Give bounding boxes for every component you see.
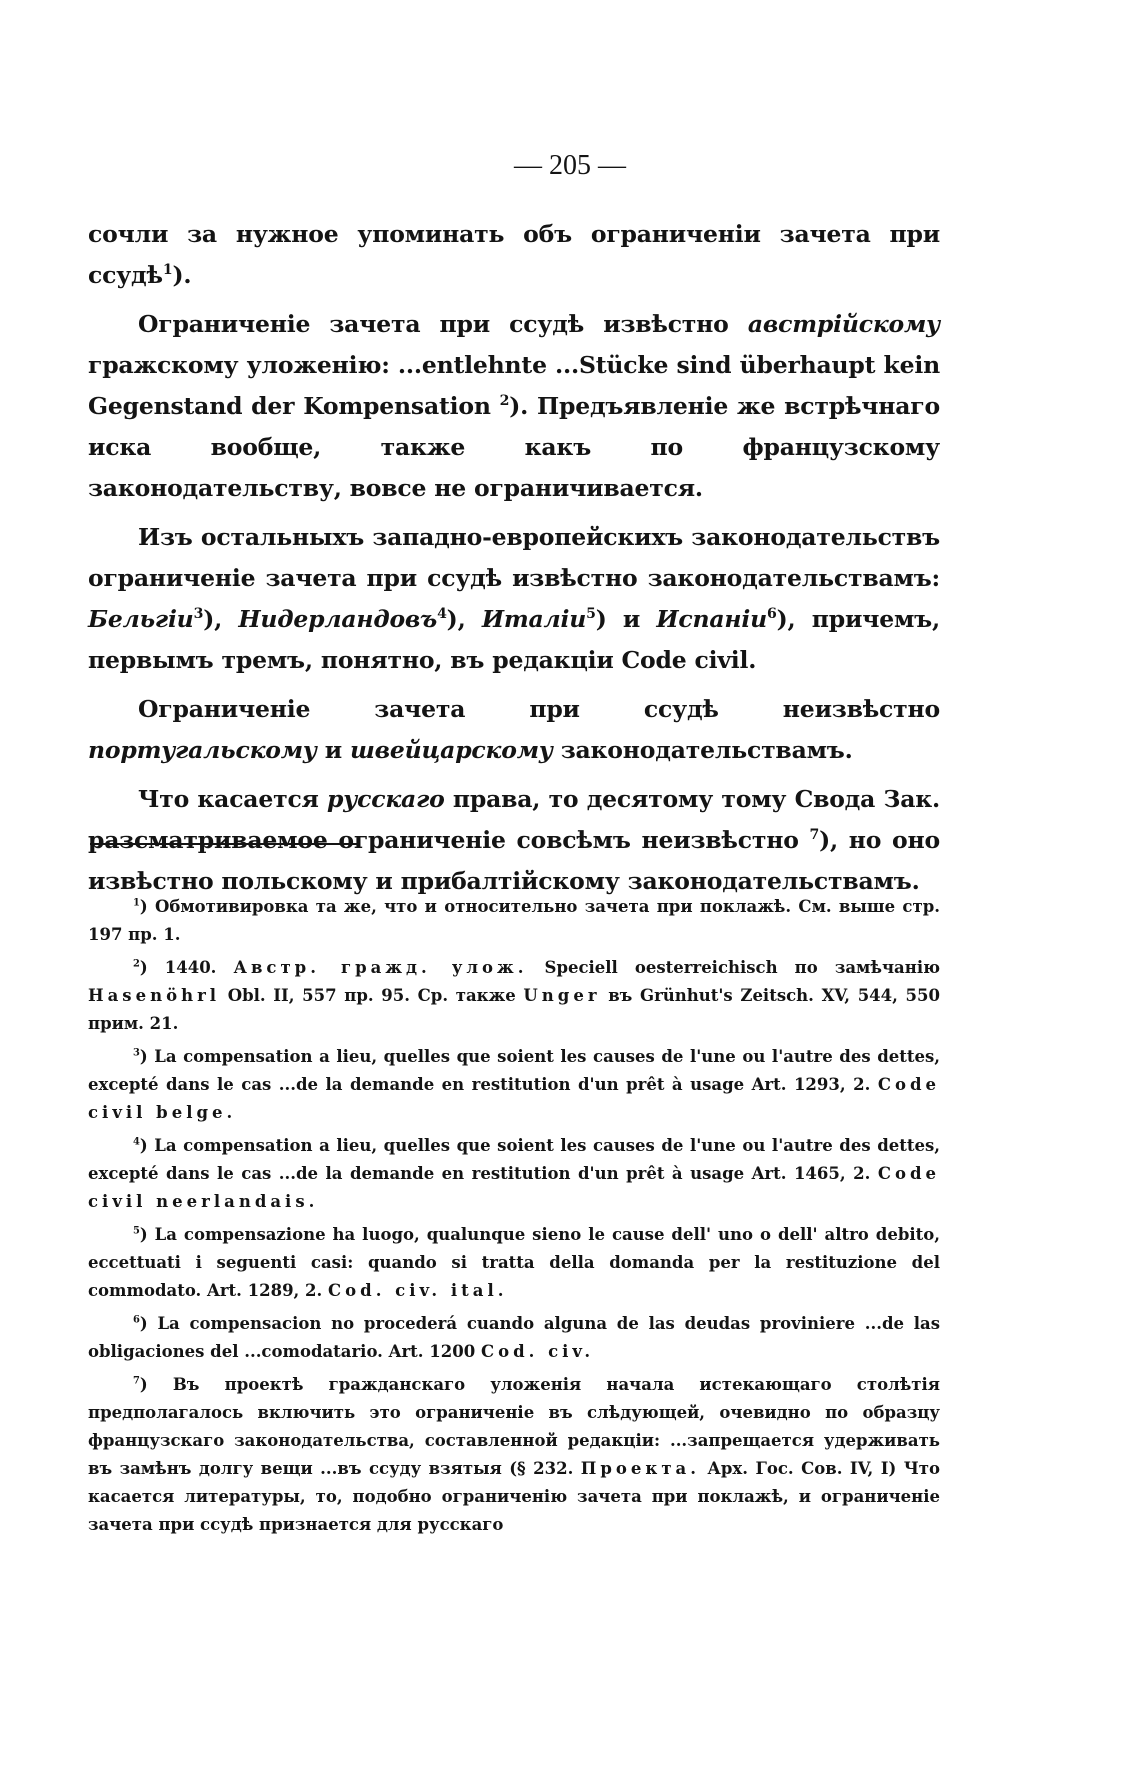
footnote-3: $^3$) La compensation a lieu, quelles que soient les causes de l'une ou l'autre des dettes, excepté dans le cas ...de la demande en restitution d'un prêt à usage Art. 1293, 2. Code civil belge. (88, 1047, 940, 1122)
emphasis: Италіи (481, 605, 587, 633)
footnote-ref[interactable]: 6 (766, 606, 777, 623)
footnote-4: $^4$) La compensation a lieu, quelles que soient les causes de l'une ou l'autre des dettes, excepté dans le cas ...de la demande en restitution d'un prêt à usage Art. 1465, 2. Code civil neerlandais. (88, 1136, 940, 1211)
footnote-ref[interactable]: 5 (586, 606, 596, 623)
emphasis: русскаго (327, 785, 445, 813)
emphasis: австрійскому (747, 310, 940, 338)
emphasis: Испаніи (656, 605, 767, 633)
main-text (88, 214, 940, 910)
footnote-1: $^1$) Обмотивировка та же, что и относительно зачета при поклажѣ. См. выше стр. 197 пр. 1. (88, 897, 940, 944)
footnote-divider (90, 843, 360, 845)
emphasis: Нидерландовъ (238, 605, 438, 633)
paragraph-4: Ограниченіе зачета при ссудѣ неизвѣстно португальскому и швейцарскому законодательствамъ. (88, 695, 940, 764)
emphasis: швейцарскому (349, 736, 553, 764)
page-number: — 205 — (514, 150, 626, 181)
emphasis: Бельгіи (88, 605, 194, 633)
footnote-ref[interactable]: 2 (499, 393, 510, 410)
footnote-ref[interactable]: 7 (809, 827, 820, 844)
paragraph-2: Ограниченіе зачета при ссудѣ извѣстно австрійскому гражскому уложенію: ...entlehnte ...Stücke sind überhaupt kein Gegenstand der Kompensation $^2$). Предъявленіе же встрѣчнаго иска вообще, также какъ по французскому законодательству, вовсе не ограничивается. (88, 310, 940, 502)
footnote-6: $^6$) La compensacion no procederá cuando alguna de las deudas proviniere ...de las obligaciones del ...comodatario. Art. 1200 Cod. civ. (88, 1314, 940, 1361)
paragraph-5: Что касается русскаго права, то десятому тому Свода Зак. разсматриваемое ограниченіе совсѣмъ неизвѣстно $^7$), но оно извѣстно польскому и прибалтійскому законодательствамъ. (88, 785, 941, 895)
footnote-5: $^5$) La compensazione ha luogo, qualunque sieno le cause dell' uno o dell' altro debito, eccettuati i seguenti casi: quando si tratta della domanda per la restituzione del commodato. Art. 1289, 2. Cod. civ. ital. (88, 1225, 940, 1300)
footnote-2: $^2$) 1440. Австр. гражд. улож. Speciell oesterreichisch по замѣчанію Hasenöhrl Obl. II, 557 пр. 95. Ср. также Unger въ Grünhut's Zeitsch. XV, 544, 550 прим. 21. (88, 958, 941, 1033)
footnote-7: $^7$) Въ проектѣ гражданскаго уложенія начала истекающаго столѣтія предполагалось включить это ограниченіе въ слѣдующей, очевидно по образцу французскаго законодательства, составленной редакціи: ...запрещается удерживать въ замѣнъ долгу вещи ...въ ссуду взятыя (§ 232. Проекта. Арх. Гос. Сов. IV, I) Что касается литературы, то, подобно ограниченію зачета при поклажѣ, и ограниченіе зачета при ссудѣ признается для русскаго (88, 1375, 940, 1534)
footnote-ref[interactable]: 4 (437, 606, 447, 623)
emphasis: португальскому (88, 736, 317, 764)
paragraph-1: сочли за нужное упоминать объ ограниченіи зачета при ссудѣ$^1$). (88, 220, 940, 289)
footnote-ref[interactable]: 3 (193, 606, 204, 623)
footnote-ref[interactable]: 1 (162, 262, 173, 279)
paragraph-3: Изъ остальныхъ западно-европейскихъ законодательствъ ограниченіе зачета при ссудѣ извѣстно законодательствамъ: Бельгіи$^3$), Нидерландовъ$^4$), Италіи$^5$) и Испаніи$^6$), причемъ, первымъ тремъ, понятно, въ редакціи Code civil. (88, 523, 940, 674)
footnotes (88, 893, 940, 1544)
